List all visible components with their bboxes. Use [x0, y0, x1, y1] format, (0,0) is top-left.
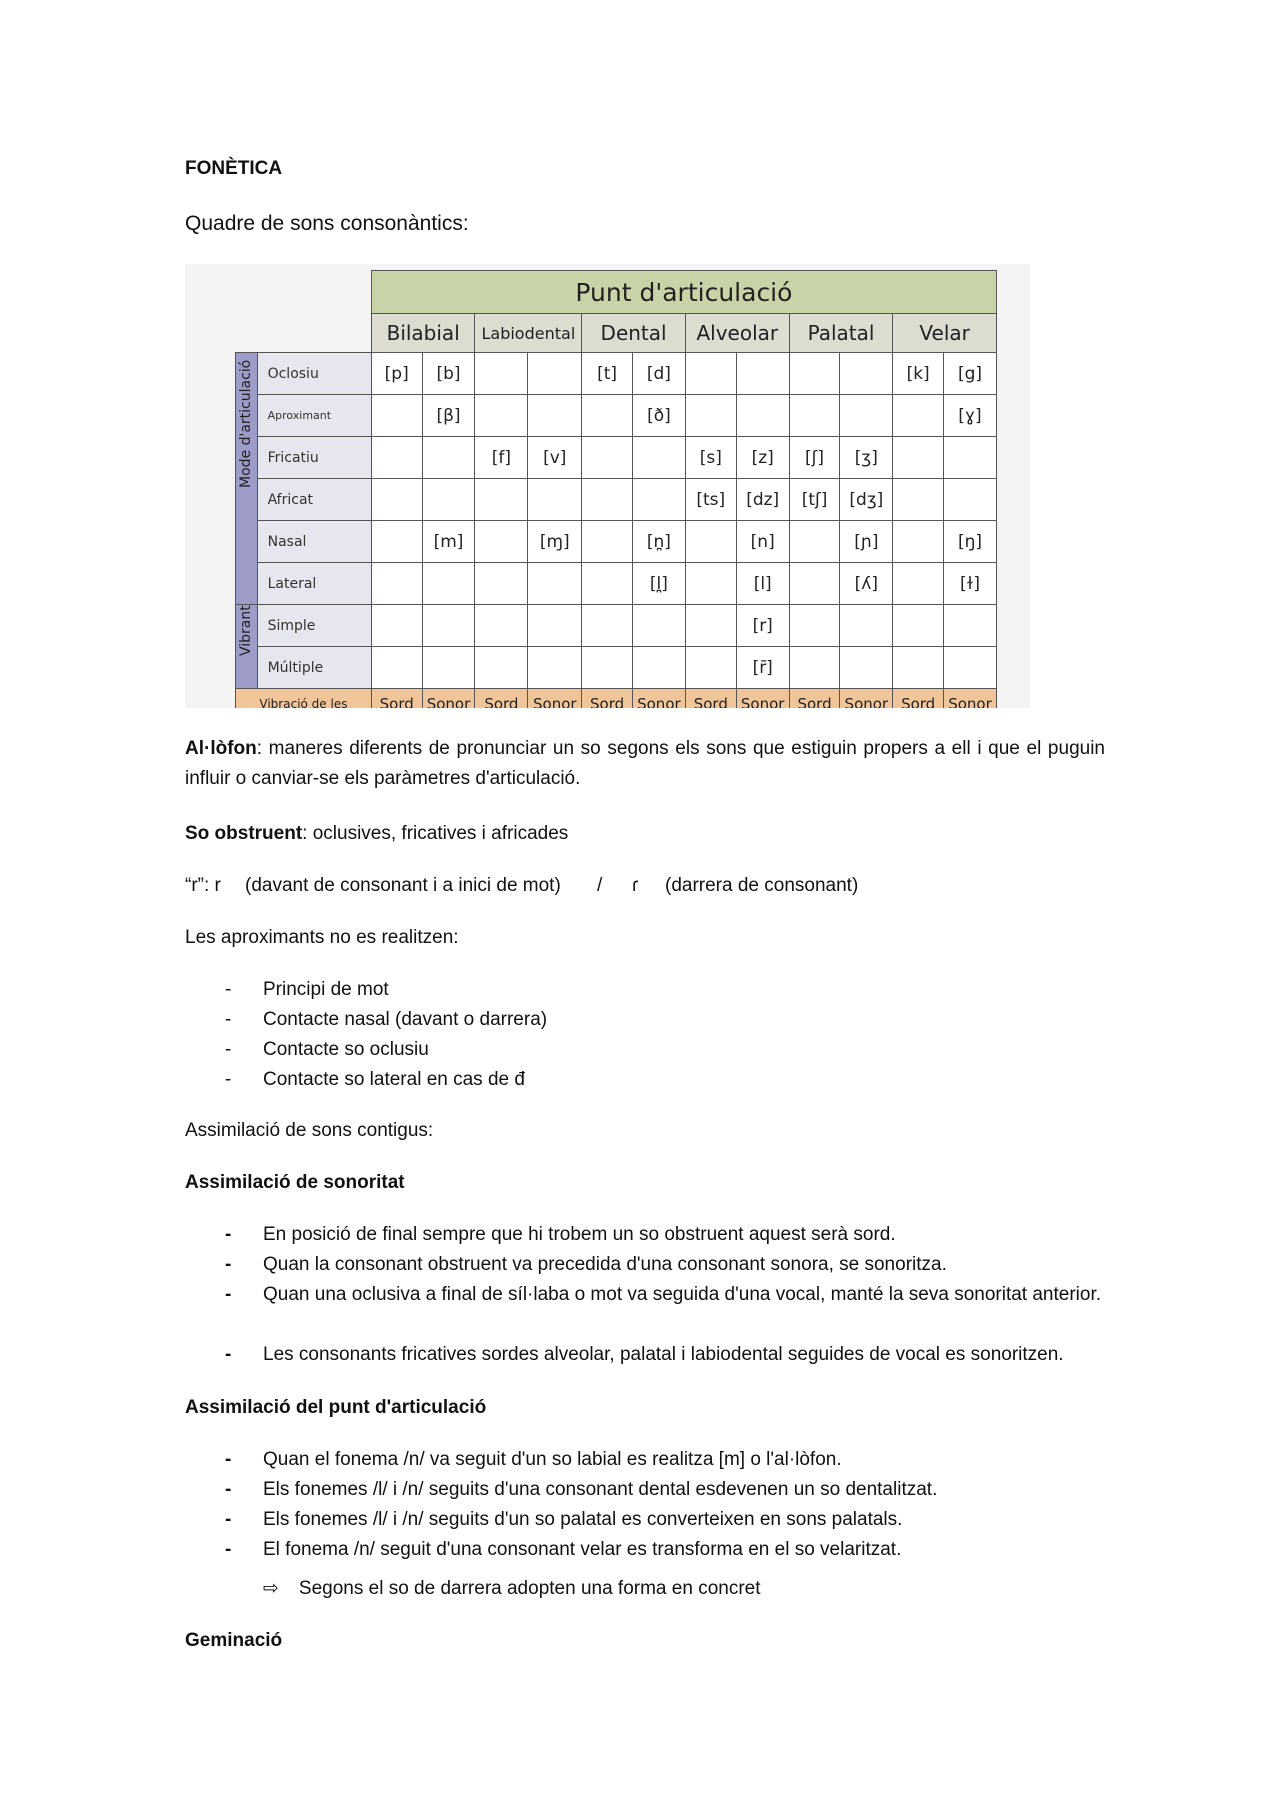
phoneme-cell: [z] [736, 437, 789, 479]
phoneme-cell [582, 563, 633, 605]
phoneme-cell [685, 395, 736, 437]
phoneme-cell [582, 605, 633, 647]
phoneme-cell [893, 647, 944, 689]
phoneme-cell [893, 605, 944, 647]
phoneme-cell [528, 647, 582, 689]
arrow-item-text: Segons el so de darrera adopten una forma en concret [298, 1578, 761, 1599]
punt-heading: Assimilació del punt d'articulació [185, 1397, 487, 1418]
list-dash: - [225, 1509, 232, 1530]
phoneme-cell: [d] [632, 353, 685, 395]
phoneme-cell [943, 437, 996, 479]
list-item-text: Contacte so oclusiu [263, 1039, 429, 1060]
phoneme-cell [893, 437, 944, 479]
phoneme-cell [422, 563, 475, 605]
list-item-text: Les consonants fricatives sordes alveolar, palatal i labiodental seguides de vocal es sonoritzen. [263, 1344, 1064, 1365]
phoneme-cell [582, 521, 633, 563]
phoneme-cell [685, 353, 736, 395]
phoneme-cell: [ŋ] [943, 521, 996, 563]
phoneme-cell [840, 647, 893, 689]
sonoritat-heading: Assimilació de sonoritat [185, 1172, 405, 1193]
allofon-term: Al·lòfon [185, 738, 257, 759]
phoneme-cell [736, 395, 789, 437]
phoneme-cell: [v] [528, 437, 582, 479]
phoneme-cell [789, 605, 840, 647]
phoneme-cell [528, 395, 582, 437]
list-dash: - [225, 1039, 232, 1060]
phoneme-cell [789, 353, 840, 395]
phoneme-cell [632, 437, 685, 479]
chart-main-header: Punt d'articulació [371, 271, 996, 314]
phoneme-cell: [b] [422, 353, 475, 395]
phoneme-cell: [dz] [736, 479, 789, 521]
list-item-text: Principi de mot [263, 979, 389, 1000]
phoneme-cell [528, 479, 582, 521]
place-header: Velar [893, 314, 997, 353]
list-dash: - [225, 1009, 232, 1030]
voicing-cell: Sord [893, 689, 944, 709]
obstruent-term: So obstruent [185, 823, 303, 844]
vibrant-label [236, 605, 258, 689]
footer-label: Vibració de les [236, 689, 372, 709]
list-item-text: Quan el fonema /n/ va seguit d'un so labial es realitza [m] o l'al·lòfon. [263, 1449, 842, 1470]
phoneme-cell [685, 605, 736, 647]
phoneme-cell [371, 437, 422, 479]
phoneme-cell [475, 521, 528, 563]
row-label: Africat [257, 479, 371, 521]
row-label: Lateral [257, 563, 371, 605]
phoneme-cell [840, 353, 893, 395]
list-dash: - [225, 979, 232, 1000]
r-line-b: (davant de consonant i a inici de mot) [245, 875, 561, 896]
r-line-a: “r”: r [185, 875, 221, 896]
obstruent-paragraph [185, 819, 568, 849]
list-item-text: Quan la consonant obstruent va precedida d'una consonant sonora, se sonoritza. [263, 1254, 947, 1275]
phoneme-cell [475, 395, 528, 437]
place-header: Dental [582, 314, 686, 353]
geminacio-heading: Geminació [185, 1630, 283, 1651]
allofon-paragraph [185, 734, 1105, 794]
phoneme-cell [371, 647, 422, 689]
phoneme-cell [422, 647, 475, 689]
row-label: Aproximant [257, 395, 371, 437]
voicing-cell: Sord [789, 689, 840, 709]
arrow-right-icon: ⇨ [263, 1578, 279, 1599]
voicing-cell: Sonor [840, 689, 893, 709]
phoneme-cell [371, 605, 422, 647]
phoneme-cell [528, 563, 582, 605]
r-line-e: (darrera de consonant) [665, 875, 859, 896]
r-line [185, 871, 1105, 901]
r-line-d: ɾ [632, 875, 639, 896]
allofon-text: : maneres diferents de pronunciar un so segons els sons que estiguin propers a ell i que el puguin influir o canviar-se els paràmetres d'articulació. [185, 738, 1105, 789]
phoneme-cell [475, 563, 528, 605]
phoneme-cell [422, 479, 475, 521]
row-label: Nasal [257, 521, 371, 563]
phoneme-cell [582, 647, 633, 689]
list-item-text: En posició de final sempre que hi trobem un so obstruent aquest serà sord. [263, 1224, 896, 1245]
phoneme-cell: [ɫ] [943, 563, 996, 605]
phoneme-cell [475, 479, 528, 521]
phoneme-cell [893, 563, 944, 605]
place-header: Labiodental [475, 314, 582, 353]
phoneme-cell: [r] [736, 605, 789, 647]
chart-intro: Quadre de sons consonàntics: [185, 212, 469, 235]
phoneme-cell: [g] [943, 353, 996, 395]
phoneme-cell: [β] [422, 395, 475, 437]
mode-label [236, 353, 258, 605]
phoneme-cell [789, 647, 840, 689]
phoneme-cell [893, 479, 944, 521]
phoneme-cell [475, 605, 528, 647]
phoneme-cell: [ʎ] [840, 563, 893, 605]
list-dash: - [225, 1069, 232, 1090]
phoneme-cell [582, 395, 633, 437]
row-label: Oclosiu [257, 353, 371, 395]
phoneme-cell: [ʃ] [789, 437, 840, 479]
phoneme-cell [840, 395, 893, 437]
list-item-text: El fonema /n/ seguit d'una consonant velar es transforma en el so velaritzat. [263, 1539, 902, 1560]
aprox-intro: Les aproximants no es realitzen: [185, 927, 459, 948]
voicing-cell: Sonor [632, 689, 685, 709]
r-line-c: / [597, 875, 603, 896]
phoneme-cell: [l̪] [632, 563, 685, 605]
obstruent-text: : oclusives, fricatives i africades [302, 823, 569, 844]
voicing-cell: Sord [371, 689, 422, 709]
place-header: Bilabial [371, 314, 475, 353]
list-item-text: Contacte so lateral en cas de đ [263, 1069, 525, 1090]
phoneme-cell: [dʒ] [840, 479, 893, 521]
list-item-text: Els fonemes /l/ i /n/ seguits d'un so palatal es converteixen en sons palatals. [263, 1509, 903, 1530]
phoneme-cell: [r̄] [736, 647, 789, 689]
mode-label-text: Mode d'articulació [238, 359, 254, 488]
voicing-cell: Sonor [528, 689, 582, 709]
phoneme-cell: [ɱ] [528, 521, 582, 563]
phoneme-cell: [n] [736, 521, 789, 563]
list-dash: - [225, 1224, 232, 1245]
phoneme-cell [789, 521, 840, 563]
phoneme-cell [943, 647, 996, 689]
phoneme-cell: [p] [371, 353, 422, 395]
phoneme-cell: [ɲ] [840, 521, 893, 563]
phoneme-cell [582, 437, 633, 479]
voicing-cell: Sonor [943, 689, 996, 709]
phoneme-cell [789, 563, 840, 605]
list-item-text: Quan una oclusiva a final de síl·laba o mot va seguida d'una vocal, manté la seva sonoritat anterior. [263, 1284, 1102, 1305]
list-dash: - [225, 1449, 232, 1470]
phoneme-cell [736, 353, 789, 395]
voicing-cell: Sord [685, 689, 736, 709]
phoneme-cell [632, 479, 685, 521]
phoneme-cell [582, 479, 633, 521]
list-dash: - [225, 1284, 232, 1305]
phoneme-cell [943, 605, 996, 647]
voicing-cell: Sord [475, 689, 528, 709]
row-label: Fricatiu [257, 437, 371, 479]
list-item-text: Els fonemes /l/ i /n/ seguits d'una consonant dental esdevenen un so dentalitzat. [263, 1479, 938, 1500]
assim-intro: Assimilació de sons contigus: [185, 1120, 434, 1141]
list-dash: - [225, 1344, 232, 1365]
phoneme-cell [422, 605, 475, 647]
phoneme-cell [371, 521, 422, 563]
phoneme-cell: [ð] [632, 395, 685, 437]
phoneme-cell [475, 353, 528, 395]
list-item-text: Contacte nasal (davant o darrera) [263, 1009, 548, 1030]
place-header: Palatal [789, 314, 893, 353]
phoneme-cell [893, 395, 944, 437]
phoneme-cell: [n̪] [632, 521, 685, 563]
phoneme-cell: [k] [893, 353, 944, 395]
phoneme-cell [371, 395, 422, 437]
phoneme-cell: [s] [685, 437, 736, 479]
voicing-cell: Sonor [422, 689, 475, 709]
phoneme-cell [685, 563, 736, 605]
phoneme-cell: [tʃ] [789, 479, 840, 521]
phoneme-cell: [ʒ] [840, 437, 893, 479]
phoneme-cell [943, 479, 996, 521]
phoneme-cell: [ɣ] [943, 395, 996, 437]
phoneme-cell [840, 605, 893, 647]
phoneme-cell [685, 521, 736, 563]
phoneme-cell [528, 353, 582, 395]
row-label: Múltiple [257, 647, 371, 689]
consonant-chart [185, 264, 1030, 708]
arrow-item [263, 1574, 761, 1604]
list-dash: - [225, 1539, 232, 1560]
phoneme-cell: [f] [475, 437, 528, 479]
vibrant-label-text: Vibrant [238, 604, 254, 656]
place-header: Alveolar [685, 314, 789, 353]
phoneme-cell: [ts] [685, 479, 736, 521]
phoneme-cell [371, 563, 422, 605]
list-dash: - [225, 1479, 232, 1500]
phoneme-cell [422, 437, 475, 479]
phoneme-cell [528, 605, 582, 647]
phoneme-cell: [m] [422, 521, 475, 563]
voicing-cell: Sonor [736, 689, 789, 709]
phoneme-cell [685, 647, 736, 689]
phoneme-cell [893, 521, 944, 563]
list-dash: - [225, 1254, 232, 1275]
phoneme-cell: [t] [582, 353, 633, 395]
phoneme-cell [632, 605, 685, 647]
phoneme-cell [632, 647, 685, 689]
phoneme-cell [789, 395, 840, 437]
voicing-cell: Sord [582, 689, 633, 709]
phoneme-cell [371, 479, 422, 521]
phoneme-cell: [l] [736, 563, 789, 605]
phoneme-cell [475, 647, 528, 689]
row-label: Simple [257, 605, 371, 647]
page-title: FONÈTICA [185, 158, 283, 179]
